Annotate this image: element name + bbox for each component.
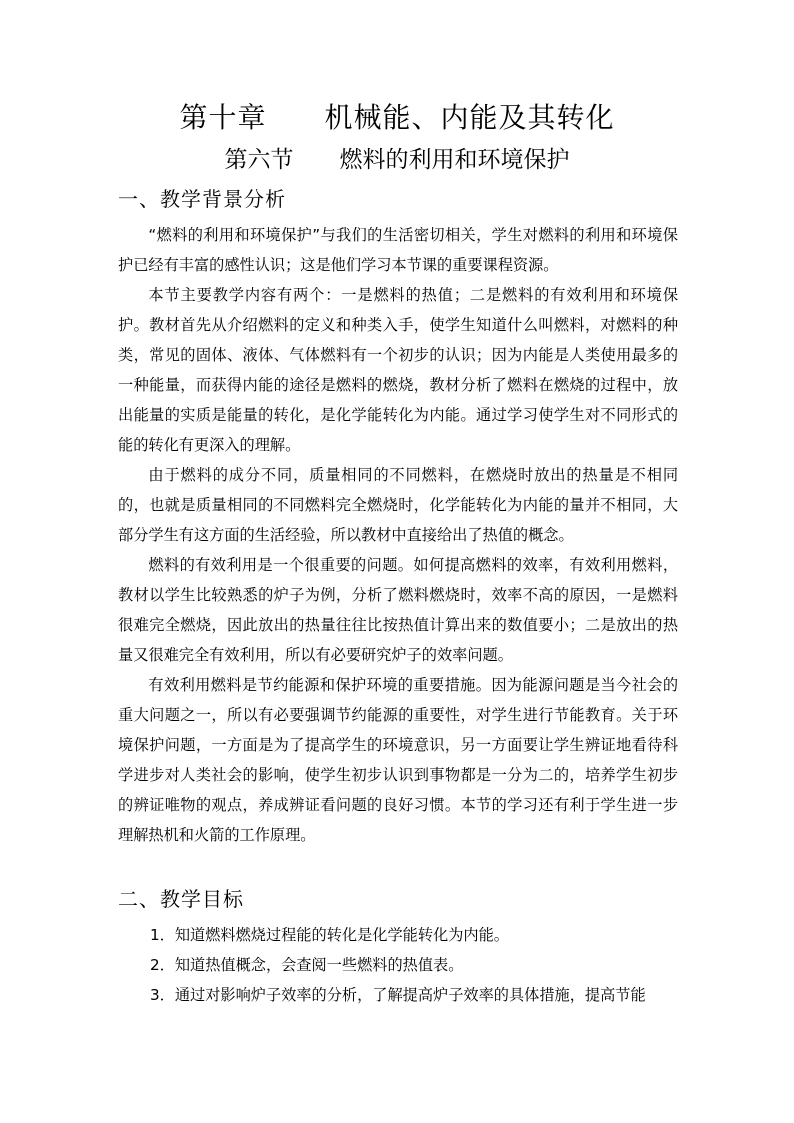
background-analysis-body [118,220,678,850]
paragraph: 燃料的有效利用是一个很重要的问题。如何提高燃料的效率，有效利用燃料，教材以学生比较熟悉的炉子为例，分析了燃料燃烧时，效率不高的原因，一是燃料很难完全燃烧，因此放出的热量往往比按热值计算出来的数值要小；二是放出的热量又很难完全有效利用，所以有必要研究炉子的效率问题。 [118,556,678,664]
list-item: 2．知道热值概念，会查阅一些燃料的热值表。 [150,956,464,974]
paragraph: 本节主要教学内容有两个：一是燃料的热值；二是燃料的有效利用和环境保护。教材首先从介绍燃料的定义和种类入手，使学生知道什么叫燃料，对燃料的种类，常见的固体、液体、气体燃料有一个初步的认识；因为内能是人类使用最多的一种能量，而获得内能的途径是燃料的燃烧，教材分析了燃料在燃烧的过程中，放出能量的实质是能量的转化，是化学能转化为内能。通过学习使学生对不同形式的能的转化有更深入的理解。 [118,286,678,454]
section-title: 第六节 燃料的利用和环境保护 [224,147,570,173]
heading-background-analysis: 一、教学背景分析 [118,187,286,211]
heading-teaching-objectives: 二、教学目标 [118,887,244,911]
list-item: 1．知道燃料燃烧过程能的转化是化学能转化为内能。 [150,926,509,944]
teaching-objectives-list [150,920,678,1010]
paragraph: 有效利用燃料是节约能源和保护环境的重要措施。因为能源问题是当今社会的重大问题之一，所以有必要强调节约能源的重要性，对学生进行节能教育。关于环境保护问题，一方面是为了提高学生的环境意识，另一方面要让学生辨证地看待科学进步对人类社会的影响，使学生初步认识到事物都是一分为二的，培养学生初步的辨证唯物的观点，养成辨证看问题的良好习惯。本节的学习还有利于学生进一步理解热机和火箭的工作原理。 [118,676,678,844]
paragraph: “燃料的利用和环境保护”与我们的生活密切相关，学生对燃料的利用和环境保护已经有丰富的感性认识；这是他们学习本节课的重要课程资源。 [118,226,678,274]
paragraph: 由于燃料的成分不同，质量相同的不同燃料，在燃烧时放出的热量是不相同的，也就是质量相同的不同燃料完全燃烧时，化学能转化为内能的量并不相同，大部分学生有这方面的生活经验，所以教材中直接给出了热值的概念。 [118,466,678,544]
chapter-title: 第十章 机械能、内能及其转化 [179,101,615,134]
list-item: 3．通过对影响炉子效率的分析，了解提高炉子效率的具体措施，提高节能 [150,986,646,1004]
